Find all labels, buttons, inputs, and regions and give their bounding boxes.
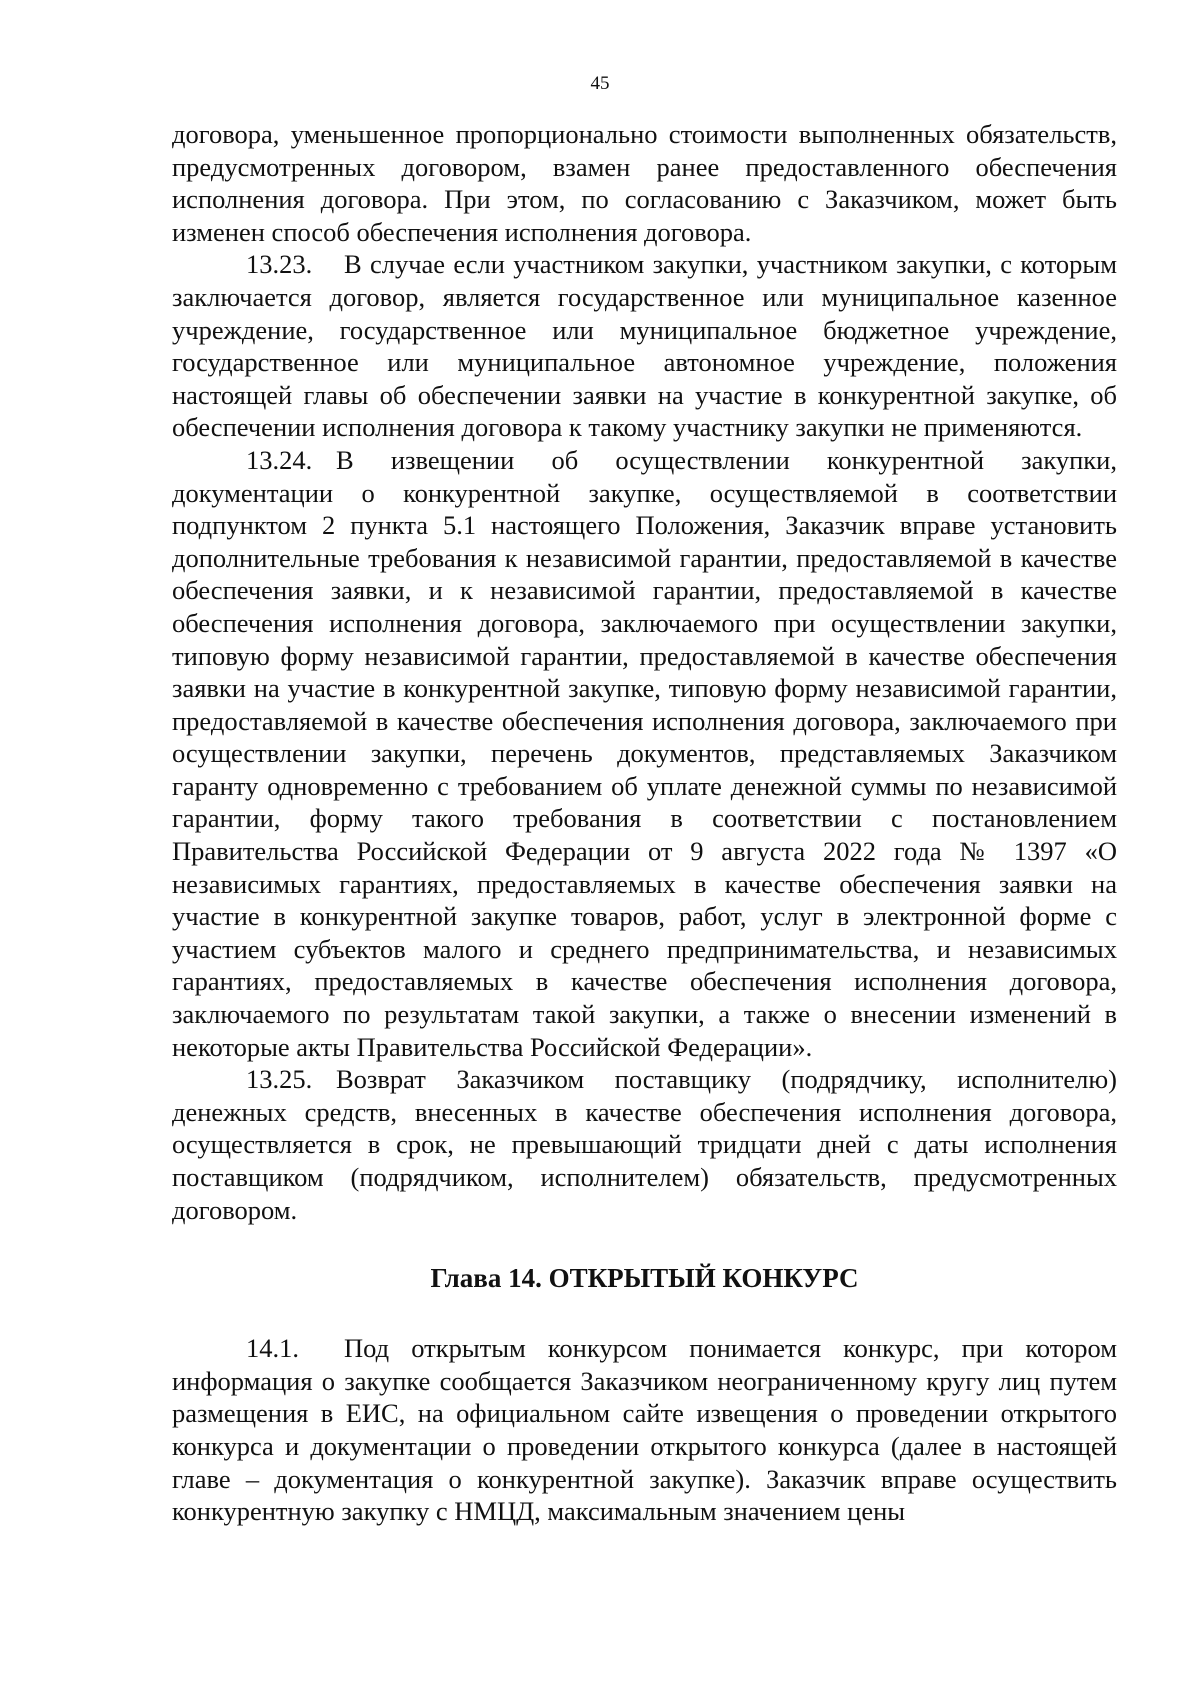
paragraph-13-23 (172, 248, 1117, 444)
document-body (172, 118, 1117, 1528)
paragraph-continuation (172, 118, 1117, 248)
paragraph-text: Возврат Заказчиком поставщику (подрядчику, исполнителю) денежных средств, внесенных в качестве обеспечения исполнения договора, осуществляется в срок, не превышающий тридцати дней с даты исполнения поставщиком (подрядчиком, исполнителем) обязательств, предусмотренных договором. (172, 1064, 1117, 1225)
clause-number: 13.25. (246, 1064, 313, 1095)
clause-number: 13.24. (246, 444, 313, 475)
clause-number: 13.23. (246, 249, 313, 280)
paragraph-13-25 (172, 1063, 1117, 1226)
clause-number: 14.1. (246, 1333, 299, 1364)
paragraph-text: В случае если участником закупки, участником закупки, с которым заключается договор, является государственное или муниципальное казенное учреждение, государственное или муниципальное бюджетное учреждение, государственное или муниципальное автономное учреждение, положения настоящей главы об обеспечении заявки на участие в конкурентной закупке, об обеспечении исполнения договора к такому участнику закупки не применяются. (172, 249, 1117, 443)
paragraph-13-24 (172, 444, 1117, 1063)
paragraph-text: Под открытым конкурсом понимается конкурс, при котором информация о закупке сообщается Заказчиком неограниченному кругу лиц путем размещения в ЕИС, на официальном сайте извещения о проведении открытого конкурса и документации о проведении открытого конкурса (далее в настоящей главе – документация о конкурентной закупке). Заказчик вправе осуществить конкурентную закупку с НМЦД, максимальным значением цены (172, 1333, 1117, 1527)
chapter-heading: Глава 14. ОТКРЫТЫЙ КОНКУРС (430, 1263, 859, 1294)
paragraph-14-1 (172, 1332, 1117, 1528)
paragraph-text: договора, уменьшенное пропорционально стоимости выполненных обязательств, предусмотренных договором, взамен ранее предоставленного обеспечения исполнения договора. При этом, по согласованию с Заказчиком, может быть изменен способ обеспечения исполнения договора. (172, 119, 1117, 247)
page-number: 45 (590, 73, 610, 94)
paragraph-text: В извещении об осуществлении конкурентной закупки, документации о конкурентной закупке, осуществляемой в соответствии подпунктом 2 пункта 5.1 настоящего Положения, Заказчик вправе установить дополнительные требования к независимой гарантии, предоставляемой в качестве обеспечения заявки, и к независимой гарантии, предоставляемой в качестве обеспечения исполнения договора, заключаемого при осуществлении закупки, типовую форму независимой гарантии, предоставляемой в качестве обеспечения заявки на участие в конкурентной закупке, типовую форму независимой гарантии, предоставляемой в качестве обеспечения исполнения договора, заключаемого при осуществлении закупки, перечень документов, представляемых Заказчиком гаранту одновременно с требованием об уплате денежной суммы по независимой гарантии, форму такого требования в соответствии с постановлением Правительства Российской Федерации от 9 августа 2022 года № 1397 «О независимых гарантиях, предоставляемых в качестве обеспечения заявки на участие в конкурентной закупке товаров, работ, услуг в электронной форме с участием субъектов малого и среднего предпринимательства, и независимых гарантиях, предоставляемых в качестве обеспечения исполнения договора, заключаемого по результатам такой закупки, а также о внесении изменений в некоторые акты Правительства Российской Федерации». (172, 444, 1117, 1062)
